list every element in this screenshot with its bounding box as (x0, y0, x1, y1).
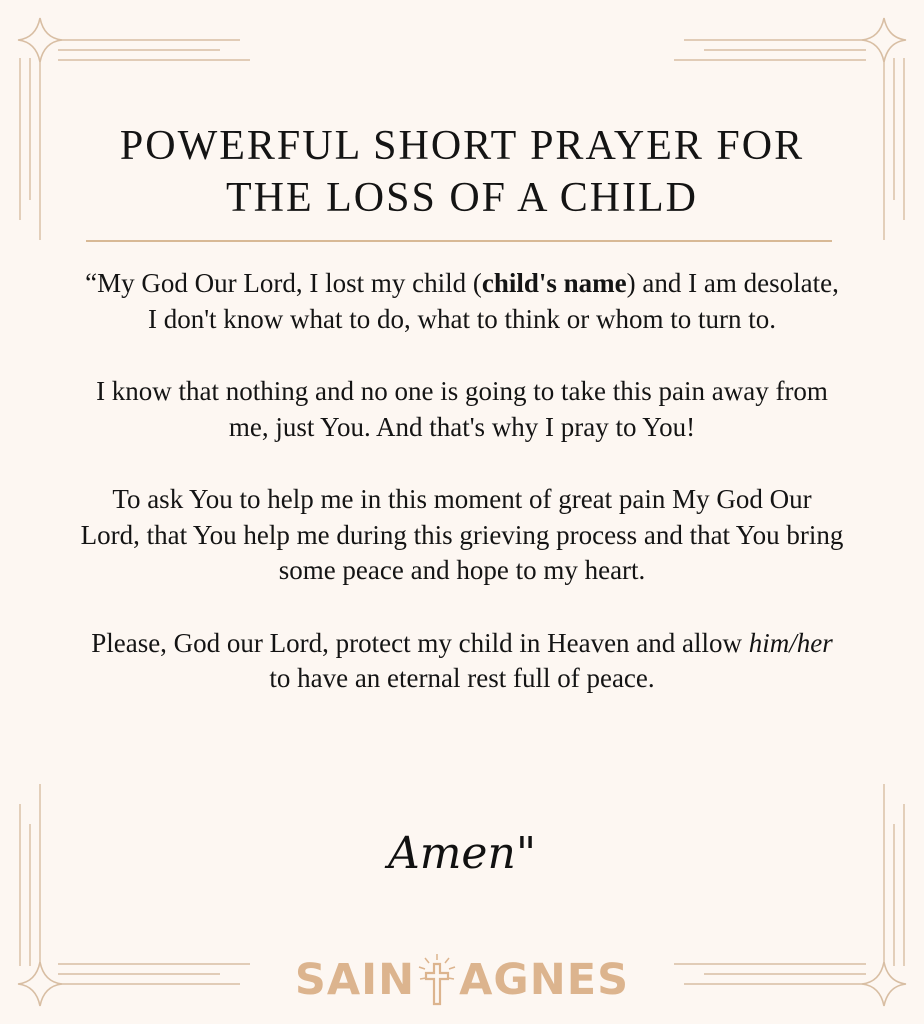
prayer-paragraph-4: Please, God our Lord, protect my child in Heaven and allow him/her to have an eternal rest full of peace. (91, 627, 833, 693)
logo-text-right: AGNES (459, 955, 630, 1005)
prayer-paragraph-2: I know that nothing and no one is going to take this pain away from me, just You. And that's why I pray to You! (96, 376, 828, 442)
saint-agnes-logo (0, 952, 924, 1008)
prayer-paragraph-1: “My God Our Lord, I lost my child (child's name) and I am desolate, I don't know what to do, what to think or whom to turn to. (85, 268, 839, 334)
corner-star-icon (862, 18, 906, 62)
childs-name-placeholder: child's name (481, 268, 627, 298)
title-line-1: POWERFUL SHORT PRAYER FOR (119, 123, 805, 169)
him-her-placeholder: him/her (748, 627, 833, 658)
amen-signature: Amen" (387, 828, 537, 879)
logo-text-left: SAIN (294, 955, 416, 1005)
title-line-2: THE LOSS OF A CHILD (225, 175, 699, 221)
page-title (62, 120, 862, 224)
prayer-paragraph-3: To ask You to help me in this moment of great pain My God Our Lord, that You help me during this grieving process and that You bring some peace and hope to my heart. (80, 484, 844, 585)
divider (86, 240, 832, 242)
cross-icon (417, 952, 457, 1008)
corner-star-icon (18, 18, 62, 62)
prayer-text (80, 266, 844, 697)
